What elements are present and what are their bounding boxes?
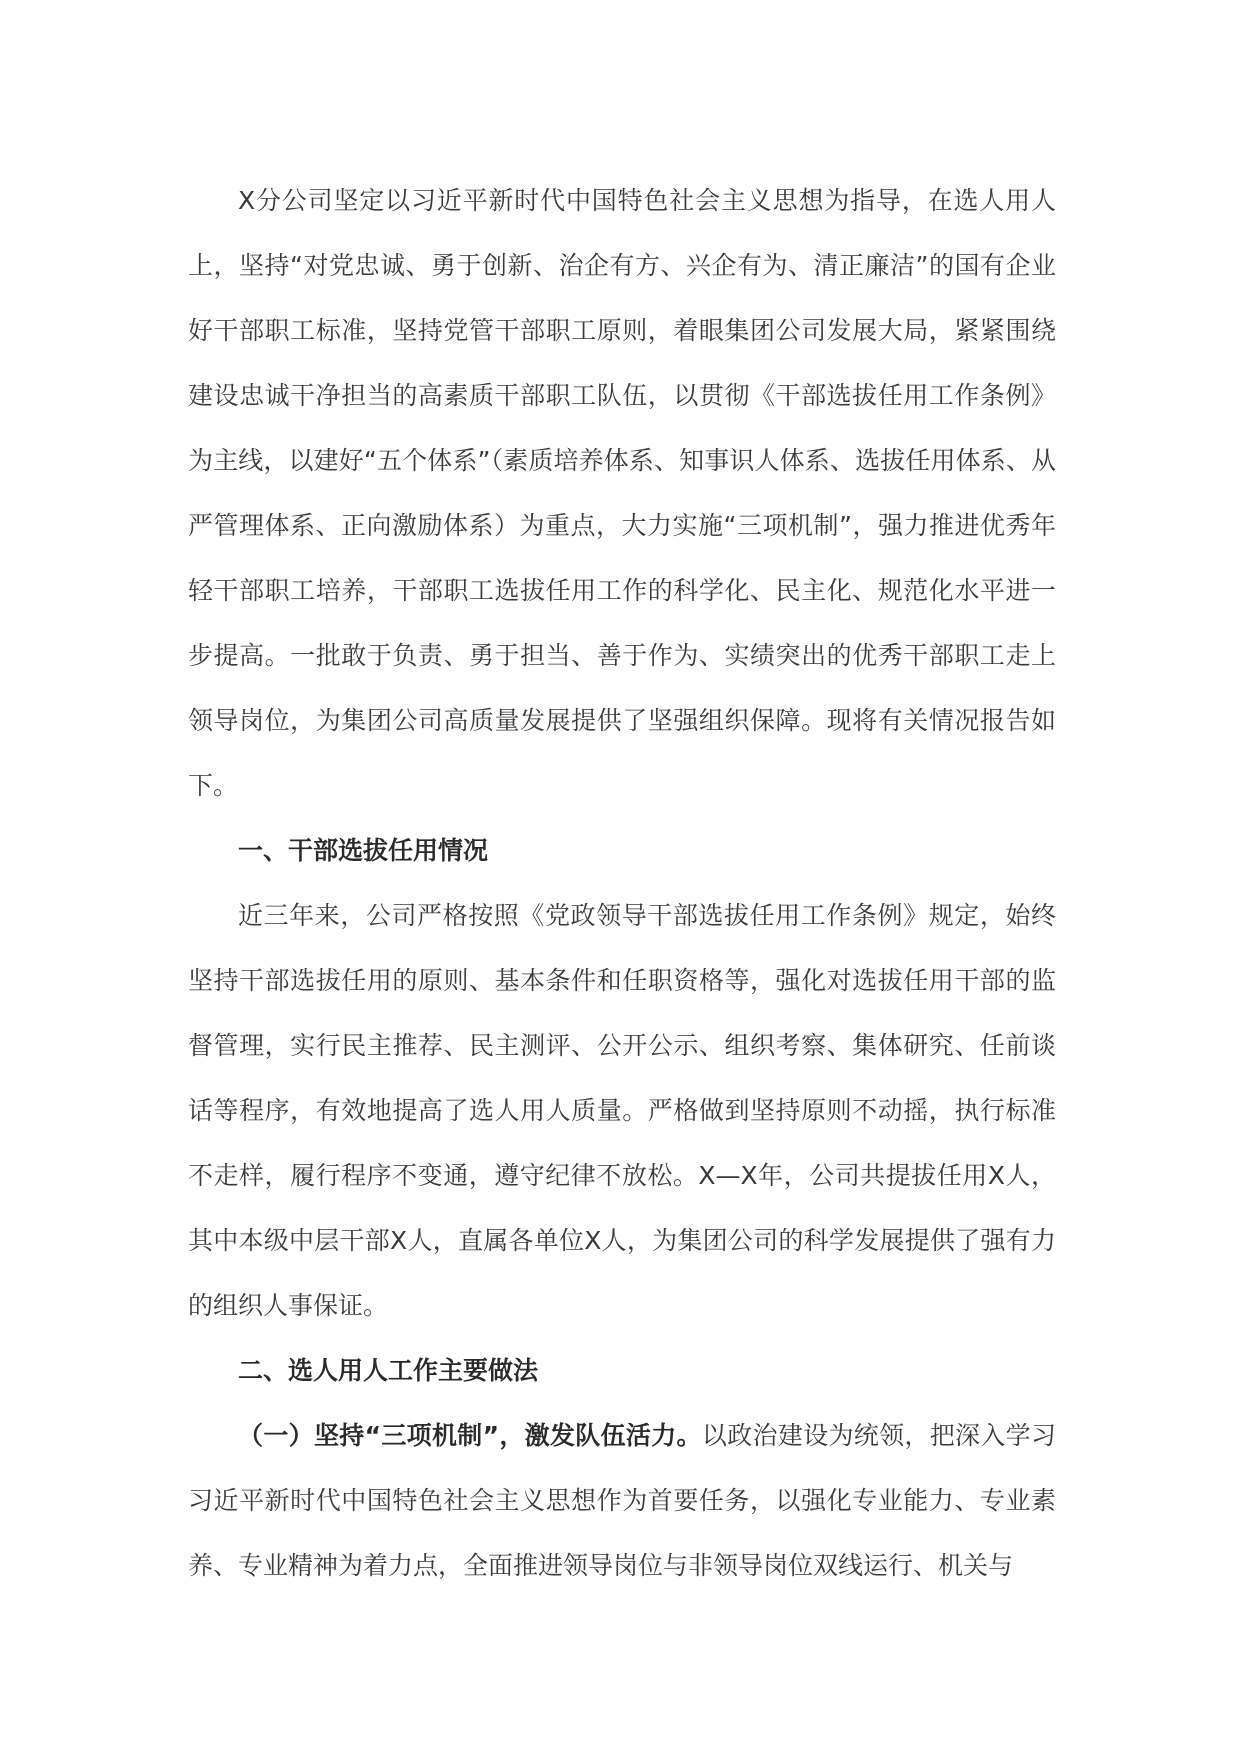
subsection-1-lead: （一）坚持“三项机制”，激发队伍活力。 <box>238 1421 702 1450</box>
subsection-1-body: 以政治建设为统领，把深入学习习近平新时代中国特色社会主义思想作为首要任务，以强化专业能力、专业素养、专业精神为着力点，全面推进领导岗位与非领导岗位双线运行、机关与 <box>188 1421 1056 1580</box>
section-1-paragraph: 近三年来，公司严格按照《党政领导干部选拔任用工作条例》规定，始终坚持干部选拔任用的原则、基本条件和任职资格等，强化对选拔任用干部的监督管理，实行民主推荐、民主测评、公开公示、组织考察、集体研究、任前谈话等程序，有效地提高了选人用人质量。严格做到坚持原则不动摇，执行标准不走样，履行程序不变通，遵守纪律不放松。X—X年，公司共提拔任用X人，其中本级中层干部X人，直属各单位X人，为集团公司的科学发展提供了强有力的组织人事保证。 <box>188 901 1056 1320</box>
intro-paragraph: X分公司坚定以习近平新时代中国特色社会主义思想为指导，在选人用人上，坚持“对党忠诚、勇于创新、治企有方、兴企有为、清正廉洁”的国有企业好干部职工标准，坚持党管干部职工原则，着眼集团公司发展大局，紧紧围绕建设忠诚干净担当的高素质干部职工队伍，以贯彻《干部选拔任用工作条例》为主线，以建好“五个体系”（素质培养体系、知事识人体系、选拔任用体系、从严管理体系、正向激励体系）为重点，大力实施“三项机制”，强力推进优秀年轻干部职工培养，干部职工选拔任用工作的科学化、民主化、规范化水平进一步提高。一批敢于负责、勇于担当、善于作为、实绩突出的优秀干部职工走上领导岗位，为集团公司高质量发展提供了坚强组织保障。现将有关情况报告如下。 <box>188 186 1056 800</box>
section-heading-2: 二、选人用人工作主要做法 <box>238 1356 539 1385</box>
subsection-1-paragraph <box>188 1403 1056 1598</box>
document-body <box>188 168 1056 1598</box>
section-heading-1: 一、干部选拔任用情况 <box>238 836 489 865</box>
